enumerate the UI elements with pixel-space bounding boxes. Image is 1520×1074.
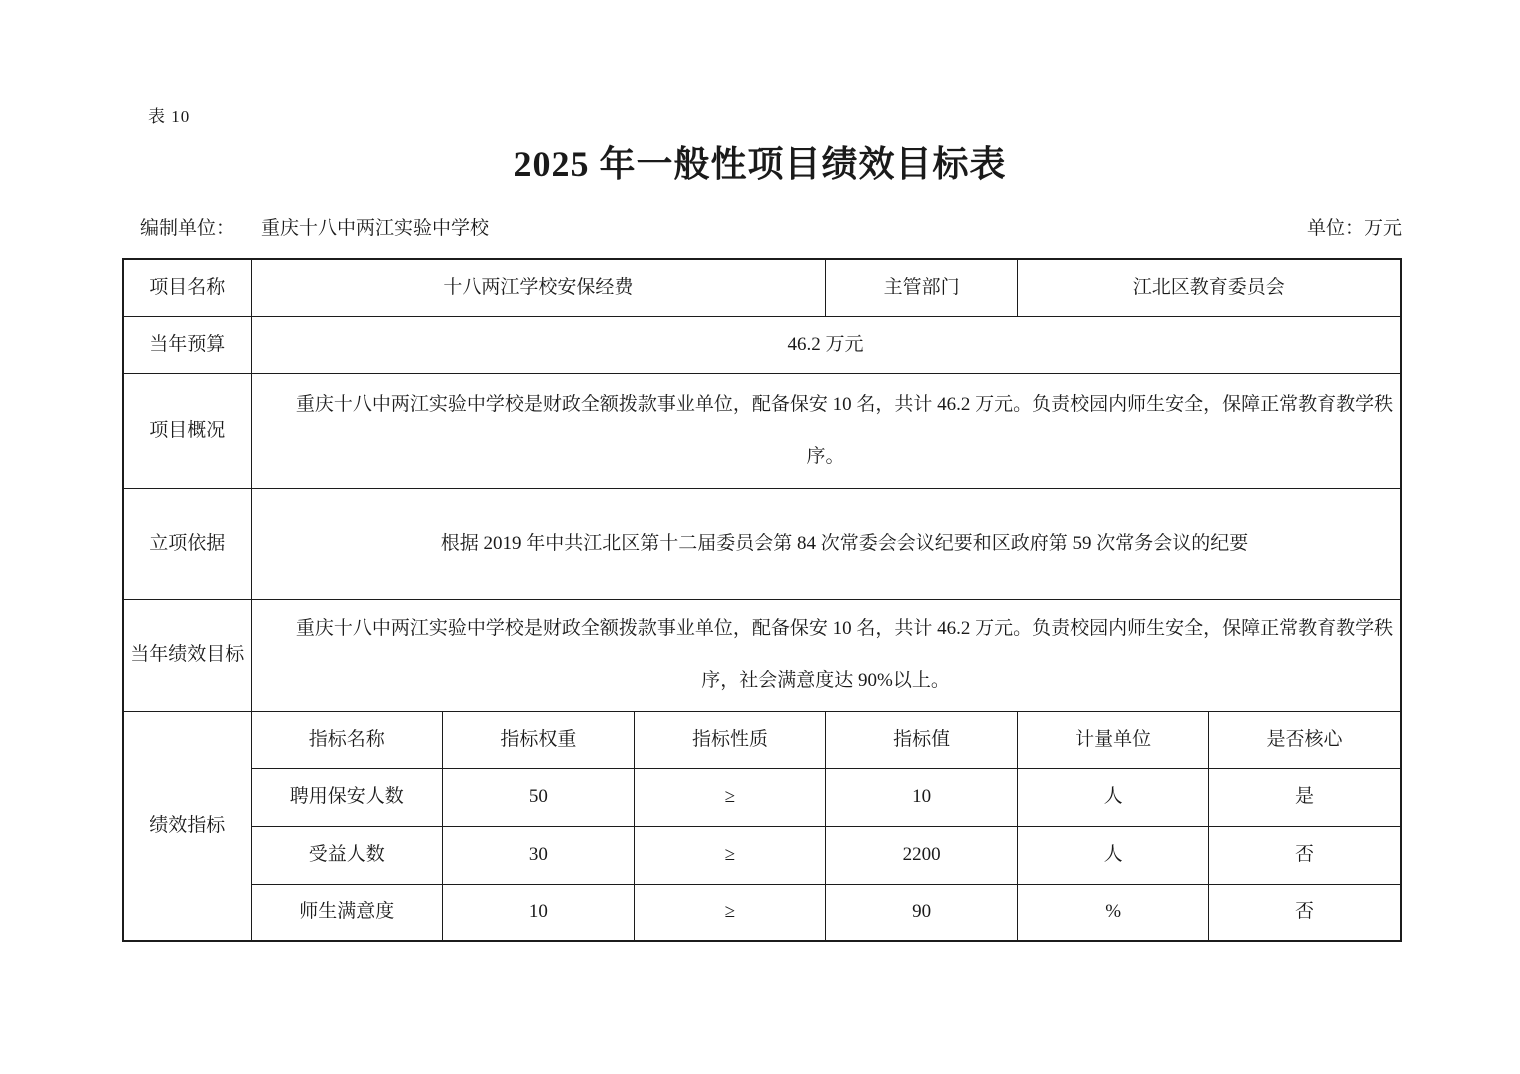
prepared-by-value: 重庆十八中两江实验中学校 [261, 218, 490, 239]
indicator-header-name: 指标名称 [251, 711, 443, 768]
table-row [123, 599, 1401, 711]
row-label-basis: 立项依据 [123, 488, 251, 599]
table-row [123, 259, 1401, 316]
project-name-value: 十八两江学校安保经费 [251, 259, 826, 316]
indicator-cell: ≥ [634, 884, 826, 941]
department-value: 江北区教育委员会 [1017, 259, 1400, 316]
performance-target-table [122, 258, 1402, 942]
indicator-cell: 10 [826, 768, 1018, 826]
indicator-header-unit: 计量单位 [1017, 711, 1209, 768]
table-row [123, 373, 1401, 488]
indicator-header-nature: 指标性质 [634, 711, 826, 768]
indicator-cell: 聘用保安人数 [251, 768, 443, 826]
table-row [123, 488, 1401, 599]
indicator-cell: 人 [1017, 826, 1209, 884]
indicator-row [123, 768, 1401, 826]
overview-value: 重庆十八中两江实验中学校是财政全额拨款事业单位，配备保安 10 名，共计 46.2 万元。负责校园内师生安全，保障正常教育教学秩序。 [251, 373, 1401, 488]
indicator-header-core: 是否核心 [1209, 711, 1401, 768]
budget-value: 46.2 万元 [251, 316, 1401, 373]
indicator-header-row [123, 711, 1401, 768]
table-caption: 表 10 [148, 107, 191, 126]
indicator-cell: 50 [443, 768, 635, 826]
indicator-header-weight: 指标权重 [443, 711, 635, 768]
page-title: 2025 年一般性项目绩效目标表 [513, 144, 1007, 184]
row-label-project-name: 项目名称 [123, 259, 251, 316]
row-label-department: 主管部门 [826, 259, 1018, 316]
indicator-cell: % [1017, 884, 1209, 941]
row-label-indicators: 绩效指标 [123, 711, 251, 941]
indicator-cell: 师生满意度 [251, 884, 443, 941]
indicator-cell: 否 [1209, 884, 1401, 941]
indicator-row [123, 826, 1401, 884]
table-row [123, 316, 1401, 373]
row-label-budget: 当年预算 [123, 316, 251, 373]
prepared-by-label: 编制单位： [140, 218, 236, 239]
info-line [140, 213, 1402, 240]
indicator-row [123, 884, 1401, 941]
indicator-cell: 30 [443, 826, 635, 884]
indicator-cell: 90 [826, 884, 1018, 941]
unit-note: 单位：万元 [1306, 218, 1402, 239]
indicator-cell: ≥ [634, 826, 826, 884]
indicator-cell: 受益人数 [251, 826, 443, 884]
indicator-cell: 10 [443, 884, 635, 941]
indicator-cell: 2200 [826, 826, 1018, 884]
indicator-cell: 否 [1209, 826, 1401, 884]
row-label-overview: 项目概况 [123, 373, 251, 488]
row-label-annual-goal: 当年绩效目标 [123, 599, 251, 711]
basis-value: 根据 2019 年中共江北区第十二届委员会第 84 次常委会会议纪要和区政府第 59 次常务会议的纪要 [251, 488, 1401, 599]
indicator-header-value: 指标值 [826, 711, 1018, 768]
annual-goal-value: 重庆十八中两江实验中学校是财政全额拨款事业单位，配备保安 10 名，共计 46.2 万元。负责校园内师生安全，保障正常教育教学秩序，社会满意度达 90%以上。 [251, 599, 1401, 711]
indicator-cell: 人 [1017, 768, 1209, 826]
indicator-cell: 是 [1209, 768, 1401, 826]
prepared-by [140, 213, 489, 240]
indicator-cell: ≥ [634, 768, 826, 826]
